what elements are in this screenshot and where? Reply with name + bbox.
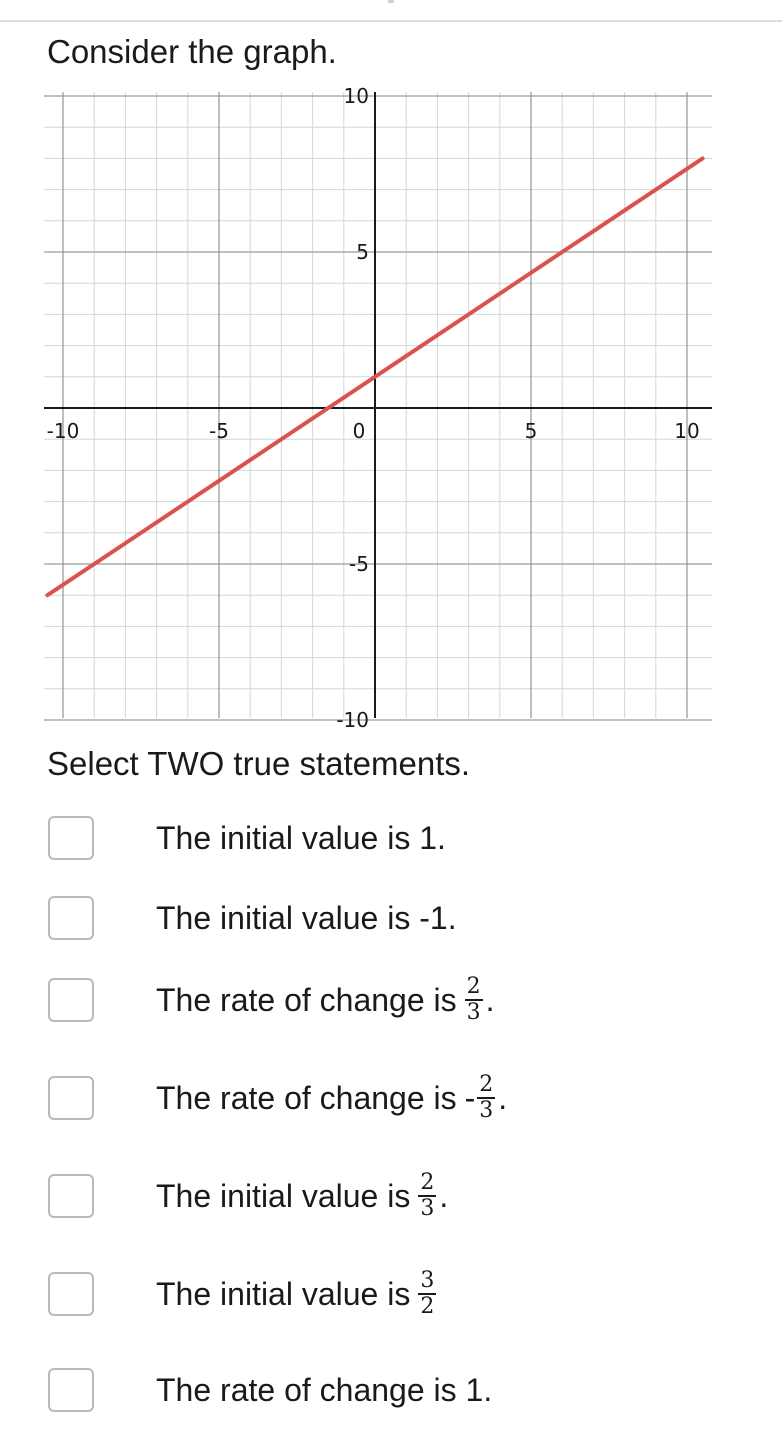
option-3[interactable]: [48, 972, 495, 1028]
option-3-denominator: 3: [466, 1000, 481, 1025]
option-6-text: [156, 1269, 436, 1319]
option-4[interactable]: [48, 1070, 507, 1126]
option-4-numerator: 2: [479, 1072, 494, 1097]
option-5-text: [156, 1171, 448, 1221]
option-1-text: The initial value is 1.: [156, 819, 446, 856]
instruction-text: Select TWO true statements.: [47, 745, 471, 782]
option-5[interactable]: [48, 1168, 448, 1224]
option-4-checkbox[interactable]: [48, 1076, 94, 1120]
x-tick-label: 10: [674, 419, 700, 443]
x-tick-label: 5: [524, 419, 538, 443]
option-2-text: The initial value is -1.: [156, 899, 457, 936]
coordinate-graph: [0, 84, 782, 734]
option-7-checkbox[interactable]: [48, 1368, 94, 1412]
option-3-label: The rate of change is: [156, 981, 457, 1018]
option-3-numerator: 2: [466, 974, 481, 999]
option-3-text: [156, 975, 495, 1025]
option-5-numerator: 2: [420, 1170, 435, 1195]
option-5-checkbox[interactable]: [48, 1174, 94, 1218]
option-4-text: [156, 1073, 507, 1123]
option-3-checkbox[interactable]: [48, 978, 94, 1022]
option-3-period: .: [485, 981, 495, 1018]
x-tick-label: -5: [209, 419, 229, 443]
option-4-fraction: [477, 1073, 495, 1123]
y-tick-label: 10: [343, 84, 369, 108]
option-4-period: .: [498, 1079, 508, 1116]
option-4-sign: -: [464, 1079, 476, 1116]
option-3-fraction: [465, 975, 483, 1025]
top-marker: [388, 0, 394, 3]
y-tick-label: -5: [349, 552, 369, 576]
option-6[interactable]: [48, 1266, 436, 1322]
option-7[interactable]: [48, 1362, 492, 1418]
option-1-checkbox[interactable]: [48, 816, 94, 860]
option-5-fraction: [418, 1171, 436, 1221]
option-2-checkbox[interactable]: [48, 896, 94, 940]
option-1[interactable]: [48, 810, 446, 866]
top-divider: [0, 20, 782, 22]
x-tick-label: 0: [352, 419, 366, 443]
option-6-numerator: 3: [420, 1268, 435, 1293]
option-2[interactable]: [48, 890, 457, 946]
option-7-text: The rate of change is 1.: [156, 1371, 493, 1408]
option-5-label: The initial value is: [156, 1177, 411, 1214]
option-5-period: .: [439, 1177, 449, 1214]
option-6-label: The initial value is: [156, 1275, 411, 1312]
y-tick-label: 5: [356, 240, 369, 264]
option-6-checkbox[interactable]: [48, 1272, 94, 1316]
option-4-denominator: 3: [479, 1098, 494, 1123]
option-5-denominator: 3: [420, 1196, 435, 1221]
y-tick-label: -10: [336, 708, 369, 732]
option-4-label: The rate of change is: [156, 1079, 457, 1116]
option-6-denominator: 2: [420, 1294, 435, 1319]
x-tick-label: -10: [46, 419, 80, 443]
question-prompt: Consider the graph.: [47, 33, 337, 70]
option-6-fraction: [418, 1269, 436, 1319]
